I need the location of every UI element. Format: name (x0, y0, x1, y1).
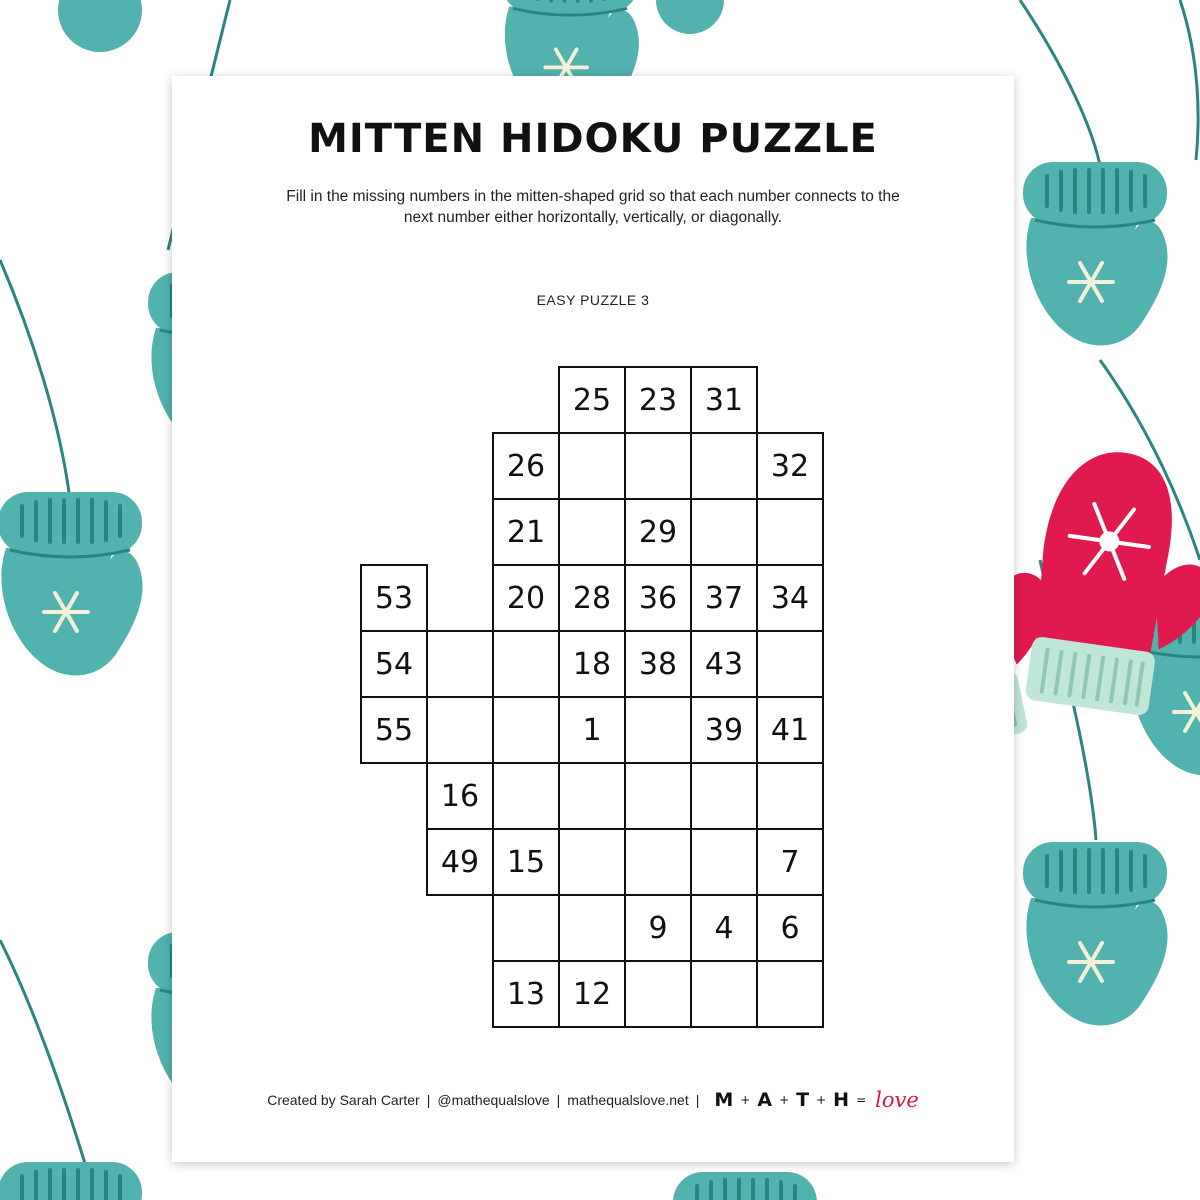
grid-cell-given: 21 (492, 498, 560, 566)
logo-letter: A (757, 1089, 773, 1111)
grid-cell-given: 36 (624, 564, 692, 632)
logo-letter: T (796, 1089, 810, 1111)
worksheet-page (172, 76, 1014, 1162)
grid-cell-empty[interactable] (492, 894, 560, 962)
grid-cell-empty[interactable] (624, 762, 692, 830)
grid-cell-given: 1 (558, 696, 626, 764)
grid-cell-given: 38 (624, 630, 692, 698)
grid-cell-given: 55 (360, 696, 428, 764)
grid-cell-given: 54 (360, 630, 428, 698)
grid-cell-empty[interactable] (756, 498, 824, 566)
footer-separator: | (556, 1092, 561, 1108)
math-equals-love-logo (714, 1088, 918, 1112)
footer-separator: | (426, 1092, 431, 1108)
grid-cell-given: 13 (492, 960, 560, 1028)
grid-cell-given: 29 (624, 498, 692, 566)
grid-cell-empty[interactable] (690, 762, 758, 830)
logo-letter: M (714, 1089, 734, 1111)
logo-love: love (875, 1088, 919, 1112)
footer-handle: @mathequalslove (437, 1092, 550, 1108)
logo-plus: + (779, 1093, 790, 1107)
grid-cell-given: 53 (360, 564, 428, 632)
grid-cell-given: 9 (624, 894, 692, 962)
logo-equals: = (856, 1093, 867, 1107)
grid-cell-given: 31 (690, 366, 758, 434)
grid-cell-empty[interactable] (690, 432, 758, 500)
grid-cell-empty[interactable] (756, 630, 824, 698)
logo-plus: + (740, 1093, 751, 1107)
grid-cell-empty[interactable] (756, 762, 824, 830)
grid-cell-given: 20 (492, 564, 560, 632)
footer-website: mathequalslove.net (567, 1092, 689, 1108)
grid-cell-empty[interactable] (624, 828, 692, 896)
grid-cell-given: 16 (426, 762, 494, 830)
footer-author: Created by Sarah Carter (267, 1092, 420, 1108)
grid-cell-empty[interactable] (492, 696, 560, 764)
grid-cell-empty[interactable] (624, 696, 692, 764)
logo-letter: H (833, 1089, 850, 1111)
grid-cell-given: 15 (492, 828, 560, 896)
grid-cell-empty[interactable] (624, 432, 692, 500)
grid-cell-empty[interactable] (756, 960, 824, 1028)
grid-cell-empty[interactable] (492, 762, 560, 830)
grid-cell-empty[interactable] (426, 696, 494, 764)
grid-cell-given: 39 (690, 696, 758, 764)
grid-cell-given: 23 (624, 366, 692, 434)
footer-separator: | (695, 1092, 700, 1108)
grid-cell-empty[interactable] (690, 960, 758, 1028)
logo-plus: + (816, 1093, 827, 1107)
grid-cell-given: 34 (756, 564, 824, 632)
grid-cell-given: 41 (756, 696, 824, 764)
grid-cell-empty[interactable] (558, 894, 626, 962)
grid-cell-empty[interactable] (558, 432, 626, 500)
grid-cell-empty[interactable] (624, 960, 692, 1028)
page-title: MITTEN HIDOKU PUZZLE (308, 116, 878, 162)
grid-cell-given: 12 (558, 960, 626, 1028)
grid-cell-given: 26 (492, 432, 560, 500)
grid-cell-empty[interactable] (558, 828, 626, 896)
grid-cell-empty[interactable] (558, 762, 626, 830)
puzzle-label: EASY PUZZLE 3 (536, 292, 650, 308)
grid-cell-given: 28 (558, 564, 626, 632)
grid-cell-given: 6 (756, 894, 824, 962)
grid-cell-empty[interactable] (558, 498, 626, 566)
grid-cell-empty[interactable] (426, 630, 494, 698)
grid-cell-given: 18 (558, 630, 626, 698)
grid-cell-given: 25 (558, 366, 626, 434)
grid-cell-given: 37 (690, 564, 758, 632)
footer (172, 1088, 1014, 1112)
grid-cell-empty[interactable] (690, 828, 758, 896)
grid-cell-given: 7 (756, 828, 824, 896)
grid-cell-given: 4 (690, 894, 758, 962)
grid-cell-given: 32 (756, 432, 824, 500)
grid-cell-given: 49 (426, 828, 494, 896)
grid-cell-empty[interactable] (492, 630, 560, 698)
instructions-text: Fill in the missing numbers in the mitten-shaped grid so that each number connects to the next number either horizontally, vertically, or diagonally. (286, 188, 900, 226)
grid-cell-given: 43 (690, 630, 758, 698)
grid-cell-empty[interactable] (690, 498, 758, 566)
